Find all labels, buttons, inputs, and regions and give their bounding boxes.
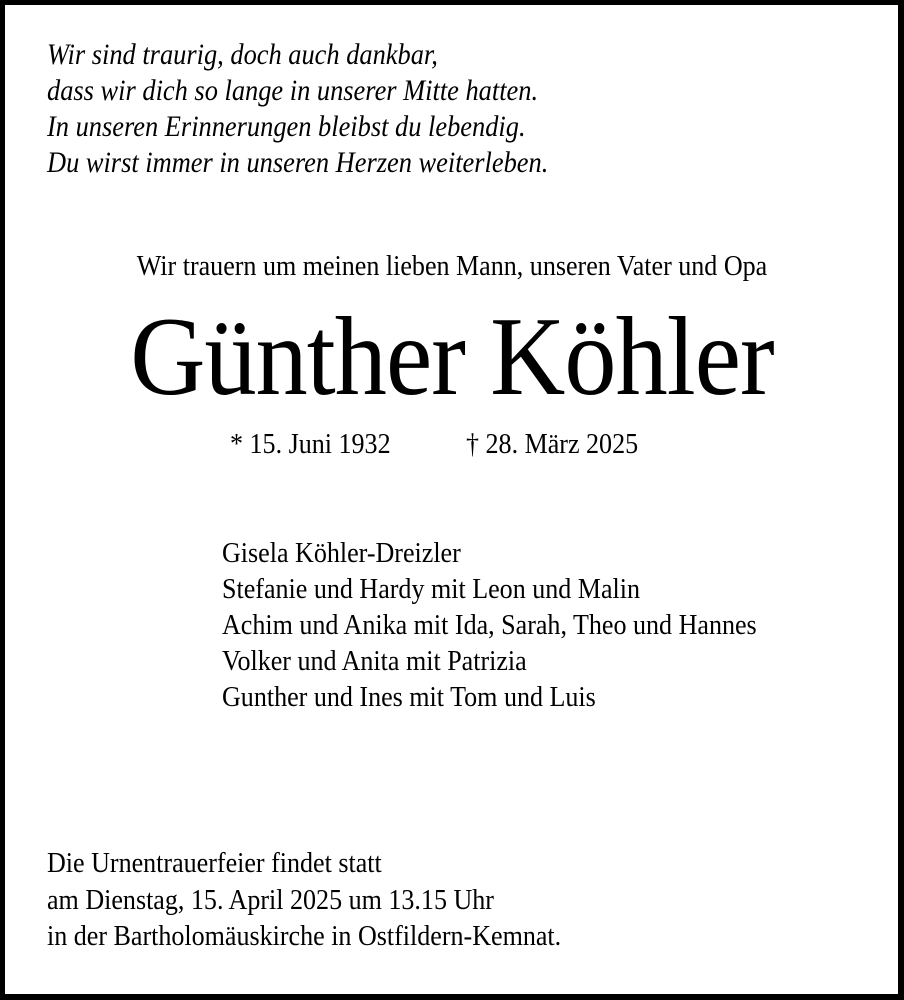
family-member: Gunther und Ines mit Tom und Luis	[222, 682, 596, 713]
poem-line: In unseren Erinnerungen bleibst du lebendig.	[47, 110, 526, 143]
funeral-line: Die Urnentrauerfeier findet statt	[47, 848, 382, 879]
family-member: Stefanie und Hardy mit Leon und Malin	[222, 574, 641, 605]
poem-line: Wir sind traurig, doch auch dankbar,	[47, 38, 438, 71]
family-member: Volker und Anita mit Patrizia	[222, 646, 527, 677]
mourning-intro: Wir trauern um meinen lieben Mann, unseren Vater und Opa	[136, 251, 768, 282]
family-member: Gisela Köhler-Dreizler	[222, 538, 461, 569]
poem-line: Du wirst immer in unseren Herzen weiterleben.	[47, 146, 549, 179]
death-date: † 28. März 2025	[466, 429, 639, 460]
funeral-line: in der Bartholomäuskirche in Ostfildern-Kemnat.	[47, 921, 562, 952]
poem-line: dass wir dich so lange in unserer Mitte hatten.	[47, 74, 539, 107]
family-member: Achim und Anika mit Ida, Sarah, Theo und Hannes	[222, 610, 757, 641]
birth-date: * 15. Juni 1932	[230, 429, 391, 460]
deceased-name: Günther Köhler	[130, 295, 774, 419]
funeral-line: am Dienstag, 15. April 2025 um 13.15 Uhr	[47, 885, 494, 916]
